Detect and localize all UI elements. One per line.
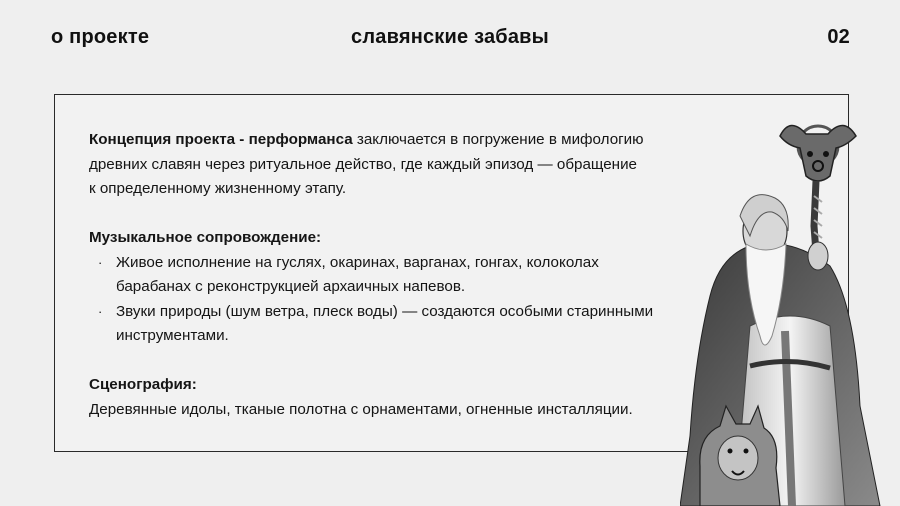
music-list <box>89 251 709 349</box>
list-item <box>89 251 709 300</box>
concept-line3: к определенному жизненному этапу. <box>89 180 347 197</box>
scenography-heading: Сценография: <box>89 376 197 393</box>
elder-with-staff-and-wolf-illustration <box>680 106 900 506</box>
music-heading: Музыкальное сопровождение: <box>89 229 322 246</box>
page-header <box>0 26 900 56</box>
bullet-icon: · <box>98 254 103 270</box>
section-label: о проекте <box>51 26 150 48</box>
scenography-section <box>89 373 709 422</box>
bullet-icon: · <box>98 303 103 319</box>
scenography-text: Деревянные идолы, тканые полотна с орнаментами, огненные инсталляции. <box>89 400 633 418</box>
list-item <box>89 300 709 349</box>
page-number: 02 <box>827 26 850 48</box>
page-title: славянские забавы <box>351 26 549 48</box>
content-body <box>89 128 709 422</box>
item-line1: Звуки природы (шум ветра, плеск воды) — создаются особыми старинными <box>116 302 654 320</box>
illustration-svg <box>680 106 900 506</box>
concept-line1: заключается в погружение в мифологию <box>352 131 644 148</box>
concept-bold: Концепция проекта - перформанса <box>89 131 353 148</box>
item-line2: барабанах с реконструкцией архаичных напевов. <box>116 278 466 295</box>
music-section <box>89 226 709 349</box>
staff-ornament-icon <box>780 125 856 181</box>
item-line2: инструментами. <box>116 327 229 344</box>
concept-line2: древних славян через ритуальное действо, где каждый эпизод — обращение <box>89 155 637 173</box>
concept-paragraph <box>89 128 709 202</box>
item-line1: Живое исполнение на гуслях, окаринах, варганах, гонгах, колоколах <box>116 253 599 271</box>
